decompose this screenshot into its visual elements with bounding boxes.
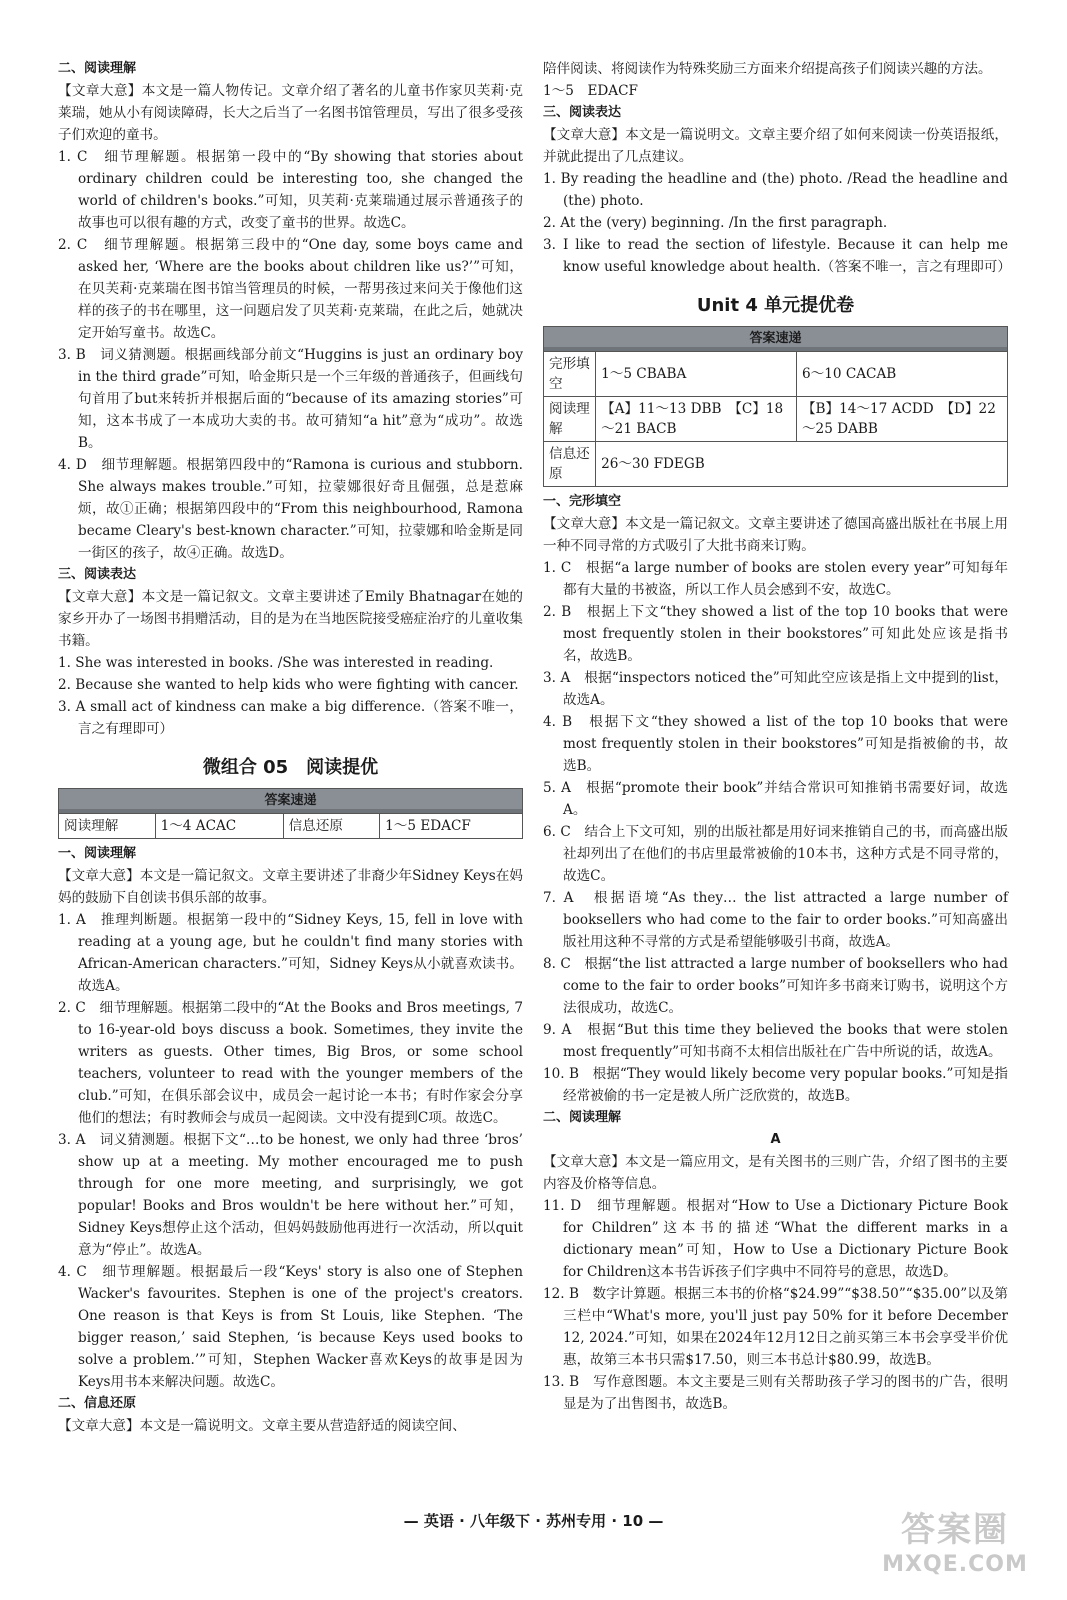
- section-heading: 三、阅读表达: [543, 105, 622, 120]
- table-cell: 6～10 CACAB: [796, 352, 1007, 397]
- answer-item: 1. She was interested in books. /She was interested in reading.: [58, 655, 494, 671]
- answer-item: 3. B 词义猜测题。根据画线部分前文“Huggins is just an ordinary boy in the third grade”可知，哈金斯只是一个三年级的普通孩子，但画线句句首用了but来转折并根据后面的“because of its amazing stories”可知，这本书成了一本成功大卖的书。故可猜知“a hit”意为“成功”。故选B。: [58, 347, 523, 451]
- answer-item: 1. C 细节理解题。根据第一段中的“By showing that stories about ordinary children could be interesting too, she changed the world of children's books.”可知，贝芙莉·克莱瑞通过展示普通孩子的故事也可以很有趣的方式，改变了童书的世界。故选C。: [58, 149, 523, 231]
- answer-item: 9. A 根据“But this time they believed the books that were stolen most frequently”可知书商不太相信出版社在广告中所说的话，故选A。: [543, 1022, 1008, 1060]
- answer-item: 4. D 细节理解题。根据第四段中的“Ramona is curious and stubborn. She always makes trouble.”可知，拉蒙娜很好奇且倔强，总是惹麻烦，故①正确；根据第四段中的“From this neighbourhood, Ramona became Cleary's best-known character.”可知，拉蒙娜和哈金斯是同一街区的孩子，故④正确。故选D。: [58, 457, 523, 561]
- answer-item: 1. A 推理判断题。根据第一段中的“Sidney Keys, 15, fell in love with reading at a young age, but he couldn't find many stories with African-American characters.”可知，Sidney Keys从小就喜欢读书。故选A。: [58, 912, 523, 994]
- section-heading: 二、信息还原: [58, 1396, 137, 1411]
- answer-line: 1～5 EDACF: [543, 83, 638, 99]
- answer-item: 3. A 词义猜测题。根据下文“…to be honest, we only had three ‘bros’ show up at a meeting. My mother encouraged me to push through for one more meeting, and surprisingly, we got popular! Books and Bros wouldn't be here without her.”可知，Sidney Keys想停止这个活动，但妈妈鼓励他再进行一次活动，所以quit意为“停止”。故选A。: [58, 1132, 523, 1258]
- answer-item: 3. A 根据“inspectors noticed the”可知此空应该是指上文中提到的list，故选A。: [543, 670, 1008, 708]
- answer-item: 12. B 数字计算题。根据三本书的价格“$24.99”“$38.50”“$35.00”以及第三栏中“What's more, you'll just pay 50% for it before December 12, 2024.”可知，如果在2024年12月12日之前买第三本书会享受半价优惠，故第三本书只需$17.50，则三本书总计$80.99，故选B。: [543, 1286, 1009, 1368]
- answer-item: 13. B 写作意图题。本文主要是三则有关帮助孩子学习的图书的广告，很明显是为了出售图书，故选B。: [543, 1374, 1008, 1412]
- summary-paragraph: 【文章大意】本文是一篇人物传记。文章介绍了著名的儿童书作家贝芙莉·克莱瑞，她从小有阅读障碍，长大之后当了一名图书馆管理员，写出了很多受孩子们欢迎的童书。: [58, 83, 523, 143]
- watermark-logo-text: 答案圈: [901, 1510, 1009, 1550]
- answer-item: 2. B 根据上下文“they showed a list of the top 10 books that were most frequently stolen in their bookstores”可知此处应该是指书名，故选B。: [543, 604, 1008, 664]
- summary-paragraph: 【文章大意】本文是一篇说明文。文章主要介绍了如何来阅读一份英语报纸，并就此提出了几点建议。: [543, 127, 1008, 165]
- answer-item: 3. A small act of kindness can make a big difference.（答案不唯一，言之有理即可）: [58, 699, 523, 737]
- answer-item: 2. Because she wanted to help kids who were fighting with cancer.: [58, 677, 519, 693]
- left-column: [58, 58, 523, 1437]
- table-cell: 信息还原: [283, 814, 380, 839]
- section-heading: 一、阅读理解: [58, 846, 137, 861]
- table-row: [544, 352, 1008, 397]
- table-cell: 【B】14～17 ACDD 【D】22～25 DABB: [796, 397, 1007, 442]
- table-cell: 1～4 ACAC: [155, 814, 283, 839]
- watermark-url: MXQE.COM: [882, 1552, 1028, 1577]
- passage-label: A: [770, 1132, 781, 1147]
- table-header: 答案速递: [59, 789, 523, 814]
- table-cell: 信息还原: [544, 442, 596, 487]
- answer-item: 1. C 根据“a large number of books are stolen every year”可知每年都有大量的书被盗，所以工作人员会感到不安，故选C。: [543, 560, 1008, 598]
- summary-paragraph: 【文章大意】本文是一篇应用文，是有关图书的三则广告，介绍了图书的主要内容及价格等信息。: [543, 1154, 1008, 1192]
- summary-paragraph: 【文章大意】本文是一篇说明文。文章主要从营造舒适的阅读空间、: [58, 1418, 466, 1434]
- summary-paragraph: 陪伴阅读、将阅读作为特殊奖励三方面来介绍提高孩子们阅读兴趣的方法。: [543, 61, 992, 77]
- table-cell: 26～30 FDEGB: [596, 442, 1008, 487]
- section-heading: 二、阅读理解: [58, 61, 137, 76]
- answer-item: 10. B 根据“They would likely become very popular books.”可知是指经常被偷的书一定是被人所广泛欣赏的，故选B。: [543, 1066, 1008, 1104]
- table-header: 答案速递: [544, 327, 1008, 352]
- answer-item: 8. C 根据“the list attracted a large number of booksellers who had come to the fair to order books”可知许多书商来订购书，说明这个方法很成功，故选C。: [543, 956, 1008, 1016]
- answer-item: 5. A 根据“promote their book”并结合常识可知推销书需要好词，故选A。: [543, 780, 1008, 818]
- answer-item: 7. A 根据语境“As they… the list attracted a large number of booksellers who had come to the fair to order books.”可知高盛出版社用这种不寻常的方式是希望能够吸引书商，故选A。: [543, 890, 1008, 950]
- answer-item: 11. D 细节理解题。根据对“How to Use a Dictionary Picture Book for Children”这本书的描述“What the different marks in a dictionary mean”可知，How to Use a Dictionary Picture Book for Children这本书告诉孩子们字典中不同符号的意思，故选D。: [543, 1198, 1008, 1280]
- answer-item: 6. C 结合上下文可知，别的出版社都是用好词来推销自己的书，而高盛出版社却列出了在他们的书店里最常被偷的10本书，这种方式是不同寻常的，故选C。: [543, 824, 1008, 884]
- answer-item: 4. C 细节理解题。根据最后一段“Keys' story is also one of Stephen Wacker's favourites. Stephen is one of the project's creators. One reason is that Keys is from St Louis, like Stephen. ‘The bigger reason,’ said Stephen, ‘is because Keys used books to solve a problem.’”可知，Stephen Wacker喜欢Keys的故事是因为Keys用书本来解决问题。故选C。: [58, 1264, 523, 1390]
- answer-item: 2. C 细节理解题。根据第二段中的“At the Books and Bros meetings, 7 to 16-year-old boys discuss a book. Sometimes, they invite the writers as guests. Other times, Big Bros, or some school teachers, volunteer to read with the younger members of the club.”可知，在俱乐部会议中，成员会一起讨论一本书；有时作家会分享他们的想法；有时教师会与成员一起阅读。文中没有提到C项。故选C。: [58, 1000, 523, 1126]
- table-cell: 1～5 EDACF: [380, 814, 523, 839]
- micro-group-title: 微组合 05 阅读提优: [202, 757, 379, 778]
- answer-item: 3. I like to read the section of lifestyle. Because it can help me know useful knowledge about health.（答案不唯一，言之有理即可）: [543, 237, 1011, 275]
- table-cell: 【A】11～13 DBB 【C】18～21 BACB: [596, 397, 797, 442]
- table-row: [544, 442, 1008, 487]
- watermark-logo: [870, 1508, 1040, 1588]
- answer-item: 4. B 根据下文“they showed a list of the top 10 books that were most frequently stolen in their bookstores”可知是指被偷的书，故选B。: [543, 714, 1008, 774]
- answer-item: 1. By reading the headline and (the) photo. /Read the headline and (the) photo.: [543, 171, 1008, 209]
- table-row: [544, 397, 1008, 442]
- page-footer: — 英语 · 八年级下 · 苏州专用 · 10 —: [403, 1512, 664, 1530]
- answer-item: 2. At the (very) beginning. /In the first paragraph.: [543, 215, 888, 231]
- table-cell: 完形填空: [544, 352, 596, 397]
- answer-item: 2. C 细节理解题。根据第三段中的“One day, some boys came and asked her, ‘Where are the books about children like us?’”可知，在贝芙莉·克莱瑞在图书馆当管理员的时候，一帮男孩过来问关于像他们这样的孩子的书在哪里，这一问题启发了贝芙莉·克莱瑞，在此之后，她就决定开始写童书。故选C。: [58, 237, 523, 341]
- right-column: [543, 58, 1011, 1415]
- answer-table: [543, 326, 1008, 487]
- summary-paragraph: 【文章大意】本文是一篇记叙文。文章主要讲述了德国高盛出版社在书展上用一种不同寻常的方式吸引了大批书商来订购。: [543, 516, 1008, 554]
- answer-table: [58, 788, 523, 839]
- table-cell: 1～5 CBABA: [596, 352, 797, 397]
- section-heading: 二、阅读理解: [543, 1110, 622, 1125]
- section-heading: 三、阅读表达: [58, 567, 137, 582]
- table-row: [59, 814, 523, 839]
- summary-paragraph: 【文章大意】本文是一篇记叙文。文章主要讲述了Emily Bhatnagar在她的家乡开办了一场图书捐赠活动，目的是为在当地医院接受癌症治疗的儿童收集书籍。: [58, 589, 523, 649]
- table-cell: 阅读理解: [544, 397, 596, 442]
- summary-paragraph: 【文章大意】本文是一篇记叙文。文章主要讲述了非裔少年Sidney Keys在妈妈的鼓励下自创读书俱乐部的故事。: [58, 868, 523, 906]
- section-heading: 一、完形填空: [543, 494, 622, 509]
- table-cell: 阅读理解: [59, 814, 156, 839]
- unit-title: Unit 4 单元提优卷: [696, 295, 855, 316]
